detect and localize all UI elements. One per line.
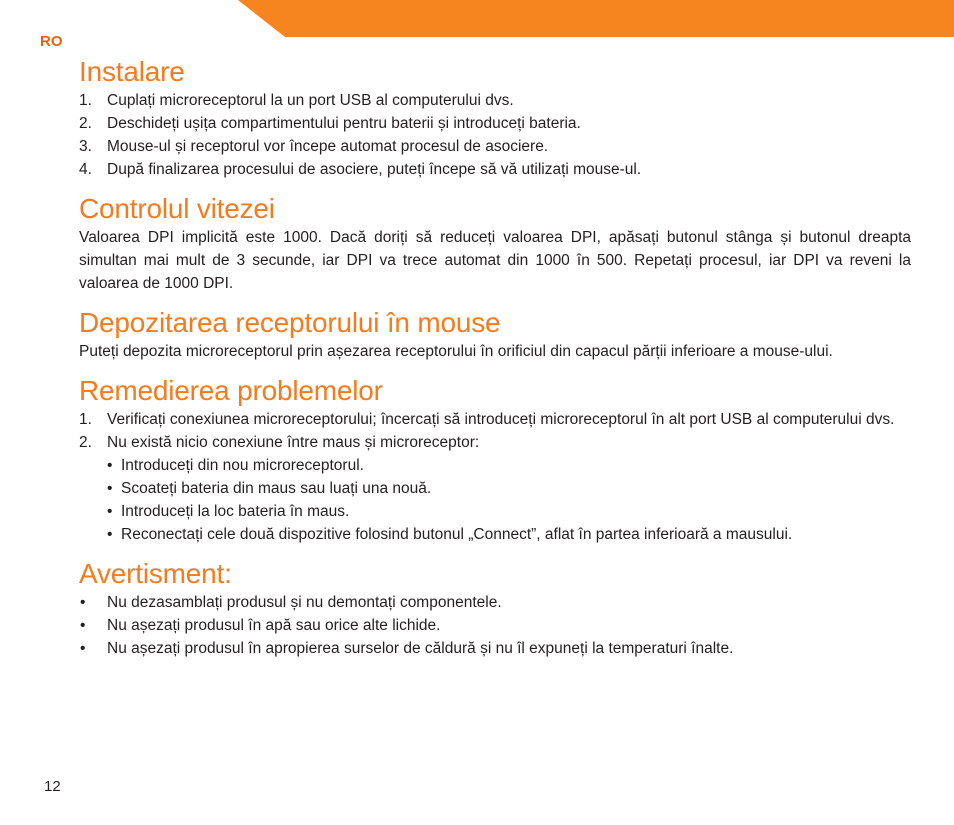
section-warning — [79, 557, 911, 660]
page-number: 12 — [44, 778, 61, 795]
list-item: 1. Verificați conexiunea microreceptorului; încercați să introduceți microreceptorul în alt port USB al computerului dvs. — [79, 411, 895, 428]
list-item: 1. Cuplați microreceptorul la un port USB al computerului dvs. — [79, 92, 514, 109]
speed-text: Valoarea DPI implicită este 1000. Dacă doriți să reduceți valoarea DPI, apăsați butonul stânga și butonul dreapta simultan mai mult de 3 secunde, iar DPI va trece automat din 1000 în 500. Repetați procesul, iar DPI va reveni la valoarea de 1000 DPI. — [79, 229, 911, 292]
install-heading: Instalare — [79, 56, 185, 87]
install-steps — [79, 89, 911, 181]
list-item: • Nu dezasamblați produsul și nu demontați componentele. — [80, 594, 502, 611]
section-speed — [79, 192, 911, 295]
sub-list-item: • Introduceți din nou microreceptorul. — [107, 457, 364, 474]
storage-text: Puteți depozita microreceptorul prin așezarea receptorului în orificiul din capacul părții inferioare a mouse-ului. — [79, 343, 833, 360]
speed-heading: Controlul vitezei — [79, 193, 275, 224]
section-install — [79, 55, 911, 181]
troubleshooting-subitems — [107, 454, 911, 546]
warning-list — [79, 591, 911, 660]
storage-heading: Depozitarea receptorului în mouse — [79, 307, 501, 338]
sub-list-item: • Reconectați cele două dispozitive folosind butonul „Connect”, aflat în partea inferioară a mausului. — [107, 526, 793, 543]
list-item: • Nu așezați produsul în apă sau orice alte lichide. — [80, 617, 441, 634]
list-item: 4. După finalizarea procesului de asociere, puteți începe să vă utilizați mouse-ul. — [79, 161, 642, 178]
page-content — [79, 55, 911, 671]
list-item: • Nu așezați produsul în apropierea surselor de căldură și nu îl expuneți la temperaturi înalte. — [80, 640, 734, 657]
list-item: 2. Deschideți ușița compartimentului pentru baterii și introduceți bateria. — [79, 115, 581, 132]
header-accent-bar — [238, 0, 954, 37]
language-label: RO — [40, 33, 63, 50]
sub-list-item: • Scoateți bateria din maus sau luați una nouă. — [107, 480, 432, 497]
sub-list-item: • Introduceți la loc bateria în maus. — [107, 503, 350, 520]
warning-heading: Avertisment: — [79, 558, 232, 589]
list-item: 3. Mouse-ul și receptorul vor începe automat procesul de asociere. — [79, 138, 549, 155]
troubleshooting-steps — [79, 408, 911, 454]
troubleshooting-heading: Remedierea problemelor — [79, 375, 383, 406]
section-storage — [79, 306, 911, 363]
section-troubleshooting — [79, 374, 911, 546]
list-item: 2. Nu există nicio conexiune între maus și microreceptor: — [79, 434, 480, 451]
